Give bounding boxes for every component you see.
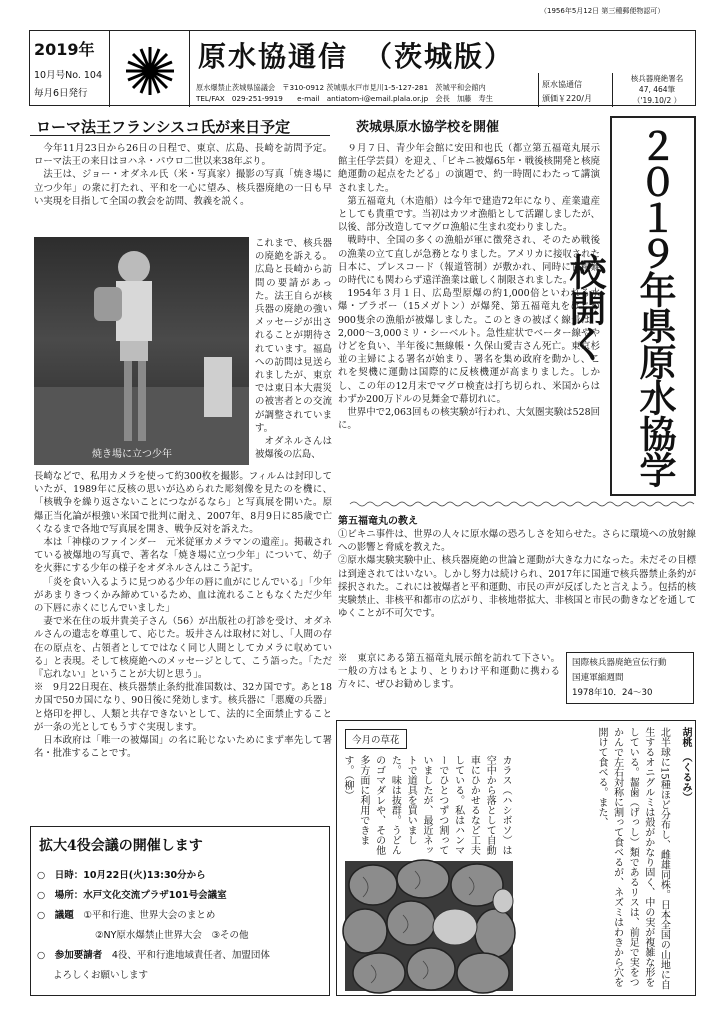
meeting-agenda-label: 議題: [54, 910, 74, 921]
postal-note: （1956年5月12日 第三種郵便物認可）: [540, 7, 665, 15]
meeting-attendees: 4役、平和行進地域責任者、加盟団体: [111, 950, 270, 961]
meeting-agenda-3: ③その他: [211, 930, 249, 941]
pope-para-3: 長崎などで、私用カメラを使って約300枚を撮影。フィルムは封印していたが、1989年に反核の思いが込められた彫刻像を見たのを機に、「核戦争を繰り返さないことにつながるなら」と写真展を開いた。原爆正当化論が根強い米国で批判に耐え、2007年、8月9日に85歳で亡くなるまで各地で写真展を開き、戦争反対を訴えた。: [34, 471, 332, 535]
meeting-attendees-row: ○ 参加要請者 4役、平和行進地域責任者、加盟団体: [37, 950, 270, 961]
meeting-attendees-label: 参加要請者: [54, 950, 103, 961]
un-week-box: [566, 652, 694, 704]
plant-left-text: カラス（ハシボソ）は空中から落として自動車にひかせるなど工夫している。私はハンマーでひとつずつ割っていましたが、最近ネットで道具を買いました。味は抜群。うどんのゴマダレや、その他多方面に利用できます。（柳）: [342, 755, 511, 855]
vertical-banner-text: ２０１９年県原水協学校開く: [563, 127, 677, 487]
school-para-5: 世界中で2,063回もの核実験が行われ、大気圏実験は528回に。: [338, 407, 600, 432]
pope-headline: ローマ法王フランシスコ氏が来日予定: [36, 118, 291, 136]
issue-number: 10月号No. 104: [34, 70, 103, 81]
conference-logo-icon: [110, 31, 190, 107]
plant-column-right: [517, 727, 693, 991]
signature-label: 核兵器廃絶署名: [630, 74, 684, 83]
meeting-date: 日時：10月22日(火)13:30分から: [54, 870, 206, 881]
photo-caption: 焼き場に立つ少年: [92, 449, 172, 460]
lessons-item-1: ①ビキニ事件は、世界の人々に原水爆の恐ろしさを知らせた。さらに環境への放射線への影響と脅威を教えた。: [338, 529, 696, 554]
standing-boy-photo: [34, 237, 249, 465]
signature-count: 47, 464筆: [638, 85, 676, 94]
un-week-line-3: 1978年10．24～30: [572, 688, 653, 698]
issue-year: 2019年: [34, 40, 95, 59]
walnut-photo: [345, 861, 513, 991]
pope-para-7: 日本政府は「唯一の被爆国」の名に恥じないためにまず率先して署名・批准することです。: [34, 735, 332, 760]
publisher-line-1: 原水爆禁止茨城県協議会 〒310-0912 茨城県水戸市見川1-5-127-281 茨城平和会館内: [196, 83, 486, 92]
pope-intro: [34, 142, 332, 208]
plant-right-text: 北半球に15種ほど分布し、雌雄同株。日本全国の山地に自生するオニグルミは殻がかなり固く、中の実が複雑な形をしている。齧歯（げっし）類であるリスは、前足で実をつかんで左右対称に割って食べるが、ネズミはわきから穴を開けて食べる。また、: [596, 727, 670, 990]
pope-beside-photo: [255, 237, 332, 461]
meeting-place: 場所：水戸文化交流プラザ101号会議室: [54, 890, 227, 901]
logo: [110, 31, 190, 107]
plant-column-label: 今月の草花: [345, 729, 407, 749]
meeting-closing: よろしくお願いします: [53, 970, 149, 981]
meeting-agenda-row-2: [95, 927, 248, 941]
meeting-agenda-1: ①平和行進、世界大会のまとめ: [83, 910, 216, 921]
price-label: 原水協通信: [542, 80, 582, 89]
school-headline: 茨城県原水協学校を開催: [356, 120, 500, 135]
price: 頒価￥220/月: [542, 94, 592, 103]
publisher-line-2: TEL/FAX 029-251-9919 e-mail antiatom-i@email.plala.or.jp 会長 加藤 寿生: [196, 94, 493, 103]
issue-box: [30, 31, 110, 107]
lessons-note: ※ 東京にある第五福竜丸展示館を訪れて下さい。一般の方はもとより、とりわけ平和運動に携わる方々に、ぜひお勧めします。: [338, 653, 560, 691]
pope-para-2: 法王は、ジョー・オダネル氏（米・写真家）撮影の写真「焼き場に立つ少年」の衆に打たれ、平和を一心に望み、核兵器廃絶の一日も早い実現を目指して全国の教会を訪問、教義を説く。: [34, 169, 332, 207]
pope-beside-text-2: オダネルさんは被爆後の広島、: [255, 436, 332, 461]
lessons-body: [338, 528, 696, 620]
wavy-divider: [350, 500, 696, 508]
meeting-agenda-2: ②NY原水爆禁止世界大会: [95, 930, 202, 941]
school-para-2: 第五福竜丸（木造船）は今年で建造72年になり、産業遺産としても貴重です。当初はカツオ漁船として活躍しましたが、以後、部分改造してマグロ漁船に生まれ変わりました。: [338, 195, 600, 234]
pope-para-4: 本は「神様のファインダー 元米従軍カメラマンの遺産」。掲載されている被爆地の写真で、著名な「焼き場に立つ少年」について、幼子を火葬にする少年の様子をオダネルさんはこう記す。: [34, 537, 332, 575]
meeting-date-row: ○ 日時：10月22日(火)13:30分から: [37, 870, 206, 881]
meeting-box: [30, 826, 330, 996]
lessons-item-2: ②原水爆実験実験中止、核兵器廃絶の世論と運動が大きな力になった。未だその目標は到達されてはいない。しかし努力は続けられ、2017年に国連で核兵器禁止条約が採択された。これには被爆者と平和運動、市民の声が反ぼしたと言えよう。包括的核実験禁止、非核平和都市の広がり、非核地帯拡大、非核国と市民の動きなどを通してゆくことが不可欠です。: [338, 555, 696, 620]
meeting-agenda-row: ○ 議題 ①平和行進、世界大会のまとめ: [37, 910, 216, 921]
newsletter-title: 原水協通信 （茨城版）: [198, 40, 515, 73]
plant-column-box: [336, 720, 696, 996]
school-para-1: ９月７日、青少年会館に安田和也氏（都立第五福竜丸展示館主任学芸員）を迎え、「ビキニ被爆65年・戦後核開発と核廃絶運動の起点をたどる」の演題で、約一時間にわたって講演されました。: [338, 143, 600, 194]
school-para-3: 戦時中、全国の多くの漁船が軍に徴発され、そのため戦後の漁業の立て直しが急務となりました。アメリカに接収された日本に、プレスコード（報道管制）が敷かれ、同時に食糧難の時代にも関わらず遠洋漁業は厳しく制限されました。: [338, 235, 600, 287]
masthead: [29, 30, 696, 106]
school-para-4: 1954年３月１日、広島型原爆の約1,000倍といわれる水爆・ブラボー（15メガトン）が爆発、第五福竜丸をはじめ900隻余の漁船が被爆しました。このときの被ばく線量は、2,000～3,000ミリ・シーベルト。急性症状でベーター線ややけどを負い、半年後に無線帳・久保山愛吉さん死亡。東京杉並の主婦による署名が始まり、署名を集め政府を動かし、これを契機に運動は国際的に反核機運が高まりました。しかし、この年の12月末でマグロ検査は打ち切られ、米国からはわずか200万ドルの見舞金で幕切れに。: [338, 288, 600, 405]
meeting-place-row: ○ 場所：水戸文化交流プラザ101号会議室: [37, 890, 227, 901]
pope-beside-text: これまで、核兵器の廃絶を訴える。広島と長崎から訪問の要請があった。法王自らが核兵器の廃絶の強いメッセージが出されることが期待されています。福島への訪問は見送られましたが、東京では東日本大震災の被害者との交流が調整されています。: [255, 238, 332, 434]
pope-quote: 「炎を食い入るように見つめる少年の唇に血がにじんでいる」「少年があまりきつくかみ締めているため、血は流れることもなくただ少年の下唇に赤くにじんでいました」: [34, 576, 332, 615]
boy-photo: [34, 237, 249, 465]
pope-para-6: ※ 9月22日現在、核兵器禁止条約批准国数は、32カ国です。あと18カ国で50カ国になり、90日後に発効します。核兵器に「悪魔の兵器」と烙印を押し、人類と共存できないとして、法的に全面禁止することが一条の光としてもうすぐ実現します。: [34, 682, 332, 733]
plant-title: 胡桃 （くるみ）: [680, 727, 691, 802]
pope-para-1: 今年11月23日から26日の日程で、東京、広島、長崎を訪問予定。ローマ法王の来日はヨハネ・パウロ二世以来38年ぶり。: [34, 143, 332, 168]
meeting-headline: 拡大4役会議の開催します: [39, 838, 203, 854]
issue-date: 毎月6日発行: [34, 88, 88, 99]
signature-date: （'19.10/2 ）: [632, 96, 682, 105]
un-week-line-2: 国連軍縮週間: [572, 673, 624, 683]
lessons-headline: 第五福竜丸の教え: [338, 516, 418, 527]
pope-body: [34, 470, 332, 760]
pope-para-5: 妻で米在住の坂井貴美子さん（56）が出版社の打診を受け、オダネルさんの遺志を尊重して、応じた。坂井さんは取材に対し、「人間の存在の原点を、占領者としてではなく同じ人間としてカメラに収めている」と表現。そして核廃絶へのメッセージとして、こう語った。「ただ『忘れない』ということが大切と思う」。: [34, 616, 332, 681]
vertical-banner-box: [563, 116, 696, 496]
un-week-line-1: 国際核兵器廃絶宣伝行動: [572, 658, 667, 668]
